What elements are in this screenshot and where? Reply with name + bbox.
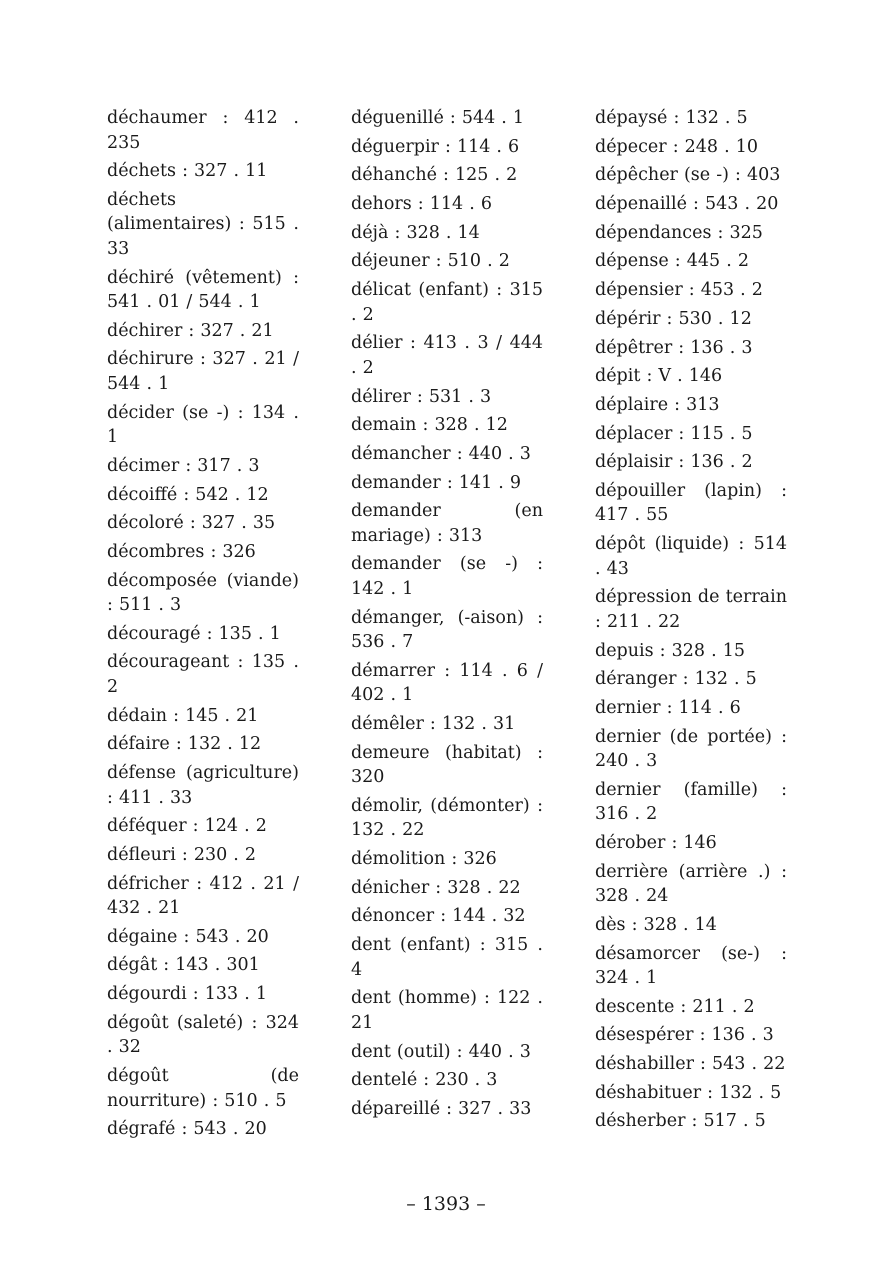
index-entry: déguerpir : 114 . 6 — [351, 136, 520, 157]
index-entry: dépenaillé : 543 . 20 — [595, 194, 779, 215]
index-entry: dépression de terrain : 211 . 22 — [595, 587, 787, 632]
index-entry: déshabituer : 132 . 5 — [595, 1082, 782, 1103]
index-entry: décoloré : 327 . 35 — [107, 513, 276, 534]
index-entry: dentelé : 230 . 3 — [351, 1070, 498, 1091]
index-entry: dépendances : 325 — [595, 222, 763, 243]
index-column-2 — [351, 106, 543, 1126]
index-entry: dent (enfant) : 315 . 4 — [351, 935, 543, 980]
index-entry: dégoût (saleté) : 324 . 32 — [107, 1012, 299, 1058]
index-entry: dégaine : 543 . 20 — [107, 926, 269, 947]
index-entry: déplacer : 115 . 5 — [595, 423, 753, 444]
index-entry: dépecer : 248 . 10 — [595, 136, 759, 157]
index-entry: dépôt (liquide) : 514 . 43 — [595, 534, 787, 579]
index-entry: dépêtrer : 136 . 3 — [595, 337, 753, 358]
index-entry: dent (homme) : 122 . 21 — [351, 988, 543, 1033]
index-entry: défleuri : 230 . 2 — [107, 844, 257, 865]
index-entry: déchirure : 327 . 21 / 544 . 1 — [107, 349, 299, 394]
index-entry: désherber : 517 . 5 — [595, 1111, 766, 1132]
index-entry: découragé : 135 . 1 — [107, 623, 281, 644]
index-entry: dès : 328 . 14 — [595, 914, 717, 935]
index-entry: déshabiller : 543 . 22 — [595, 1054, 786, 1075]
index-entry: dent (outil) : 440 . 3 — [351, 1041, 531, 1062]
index-entry: déchets (alimentaires) : 515 . 33 — [107, 189, 299, 259]
index-entry: décimer : 317 . 3 — [107, 455, 260, 476]
index-entry: déjà : 328 . 14 — [351, 222, 480, 243]
index-entry: défaire : 132 . 12 — [107, 734, 262, 755]
index-entry: dépouiller (lapin) : 417 . 55 — [595, 480, 787, 526]
index-entry: dépêcher (se -) : 403 — [595, 165, 781, 186]
index-entry: déchets : 327 . 11 — [107, 161, 268, 182]
index-entry: désamorcer (se-) : 324 . 1 — [595, 943, 787, 988]
index-entry: demain : 328 . 12 — [351, 415, 508, 436]
index-entry: dépaysé : 132 . 5 — [595, 108, 748, 128]
index-entry: dédain : 145 . 21 — [107, 705, 259, 726]
page-number: – 1393 – — [406, 1193, 486, 1215]
index-column-1 — [107, 106, 299, 1146]
index-entry: décoiffé : 542 . 12 — [107, 484, 269, 505]
index-entry: descente : 211 . 2 — [595, 996, 755, 1017]
index-entry: dernier : 114 . 6 — [595, 697, 741, 718]
index-entry: démolir, (démonter) : 132 . 22 — [351, 795, 543, 841]
index-entry: dépit : V . 146 — [595, 366, 723, 387]
index-entry: depuis : 328 . 15 — [595, 640, 745, 661]
index-entry: demeure (habitat) : 320 — [351, 742, 543, 788]
index-entry: dernier (de portée) : 240 . 3 — [595, 726, 787, 772]
index-entry: dégât : 143 . 301 — [107, 955, 260, 976]
index-entry: dehors : 114 . 6 — [351, 194, 492, 215]
index-entry: déplaire : 313 — [595, 394, 720, 415]
index-entry: décourageant : 135 . 2 — [107, 652, 299, 697]
index-entry: dégrafé : 543 . 20 — [107, 1119, 267, 1140]
index-entry: dérober : 146 — [595, 832, 717, 853]
index-entry: délirer : 531 . 3 — [351, 386, 492, 407]
index-entry: déchirer : 327 . 21 — [107, 320, 274, 341]
index-entry: déchaumer : 412 . 235 — [107, 108, 299, 153]
index-entry: dénoncer : 144 . 32 — [351, 906, 526, 927]
index-entry: délicat (enfant) : 315 . 2 — [351, 280, 543, 325]
index-entry: dernier (famille) : 316 . 2 — [595, 779, 787, 825]
index-entry: déhanché : 125 . 2 — [351, 165, 518, 186]
index-entry: dépérir : 530 . 12 — [595, 308, 752, 329]
index-entry: derrière (arrière .) : 328 . 24 — [595, 861, 787, 907]
index-entry: démanger, (-aison) : 536 . 7 — [351, 607, 543, 653]
index-entry: décombres : 326 — [107, 541, 256, 562]
index-entry: dénicher : 328 . 22 — [351, 877, 521, 898]
index-entry: défricher : 412 . 21 / 432 . 21 — [107, 873, 299, 919]
index-entry: démarrer : 114 . 6 / 402 . 1 — [351, 660, 543, 706]
index-entry: dégoût (de nourriture) : 510 . 5 — [107, 1066, 299, 1111]
index-entry: dépensier : 453 . 2 — [595, 280, 763, 301]
index-entry: décomposée (viande) : 511 . 3 — [107, 570, 299, 616]
index-entry: dépense : 445 . 2 — [595, 251, 749, 272]
index-column-3 — [595, 106, 787, 1138]
index-entry: dégourdi : 133 . 1 — [107, 984, 267, 1005]
index-entry: déchiré (vêtement) : 541 . 01 / 544 . 1 — [107, 267, 299, 313]
index-entry: démolition : 326 — [351, 849, 497, 870]
index-entry: dépareillé : 327 . 33 — [351, 1098, 532, 1119]
index-entry: décider (se -) : 134 . 1 — [107, 402, 299, 448]
index-entry: déplaisir : 136 . 2 — [595, 452, 753, 473]
index-entry: défense (agriculture) : 411 . 33 — [107, 763, 299, 808]
index-entry: déféquer : 124 . 2 — [107, 816, 267, 837]
index-entry: déguenillé : 544 . 1 — [351, 108, 525, 128]
index-entry: démancher : 440 . 3 — [351, 443, 531, 464]
index-entry: délier : 413 . 3 / 444 . 2 — [351, 333, 543, 378]
index-entry: démêler : 132 . 31 — [351, 714, 516, 734]
index-entry: demander (se -) : 142 . 1 — [351, 554, 543, 599]
index-entry: déranger : 132 . 5 — [595, 669, 757, 690]
index-entry: demander : 141 . 9 — [351, 472, 522, 493]
index-entry: désespérer : 136 . 3 — [595, 1025, 774, 1046]
index-entry: déjeuner : 510 . 2 — [351, 251, 510, 272]
index-entry: demander (en mariage) : 313 — [351, 501, 543, 546]
